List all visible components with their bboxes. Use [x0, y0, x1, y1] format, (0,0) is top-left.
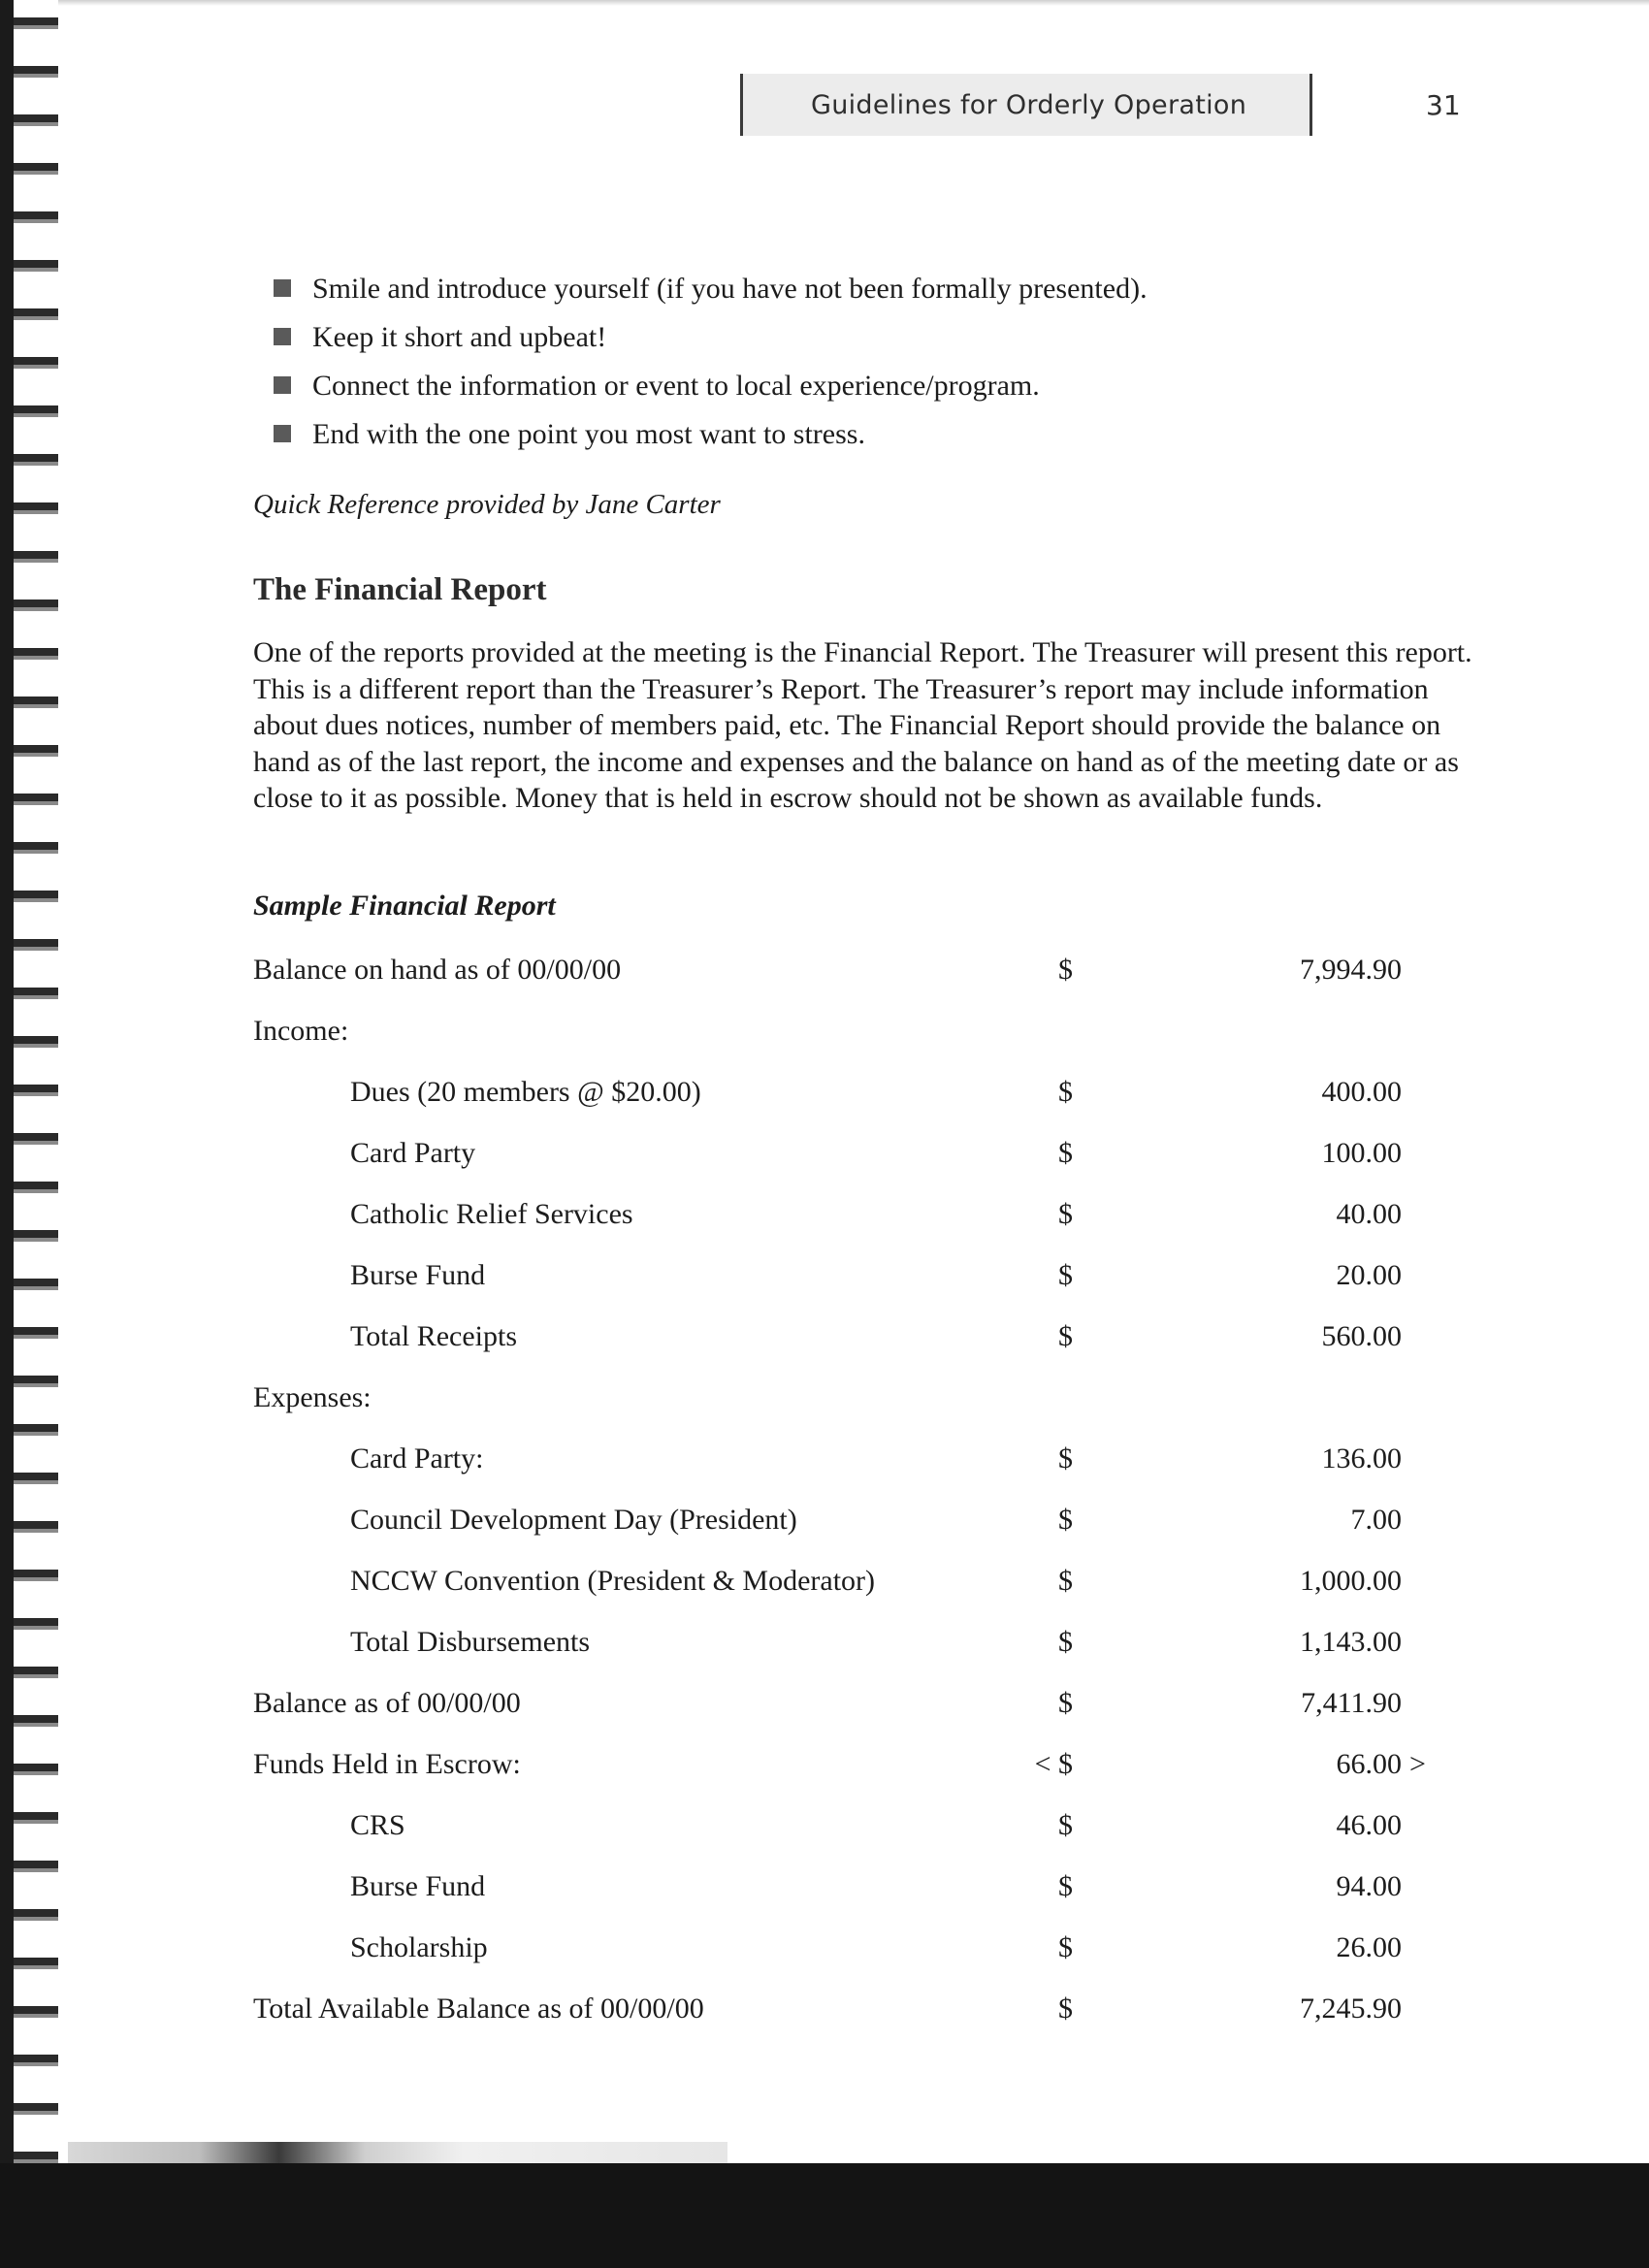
- report-row-amount: 66.00: [1336, 1748, 1402, 1780]
- report-row-label: CRS: [350, 1809, 405, 1841]
- report-row: [253, 1129, 1402, 1190]
- report-row-currency: < $: [1034, 1748, 1073, 1780]
- report-row-currency: $: [1058, 1870, 1073, 1902]
- report-row-currency: $: [1058, 1687, 1073, 1719]
- sample-report-title: Sample Financial Report: [253, 890, 556, 922]
- tips-list: [274, 267, 1148, 461]
- report-row-currency: $: [1058, 1504, 1073, 1536]
- report-row-amount: 560.00: [1321, 1320, 1402, 1352]
- list-item-text: Smile and introduce yourself (if you have not been formally presented).: [312, 273, 1148, 305]
- report-row-label: Burse Fund: [350, 1870, 486, 1902]
- report-row: [253, 1679, 1402, 1740]
- report-row: [253, 946, 1402, 1007]
- report-row-amount: 40.00: [1336, 1198, 1402, 1230]
- report-row-currency: $: [1058, 1442, 1073, 1474]
- report-row-label: Catholic Relief Services: [350, 1198, 633, 1230]
- report-row: [253, 1863, 1402, 1924]
- report-row-amount: 26.00: [1336, 1931, 1402, 1963]
- scan-background: [0, 2163, 1649, 2268]
- report-row: [253, 1068, 1402, 1129]
- report-row-amount: 94.00: [1336, 1870, 1402, 1902]
- report-row-label: Card Party:: [350, 1442, 484, 1474]
- report-row: [253, 1801, 1402, 1863]
- report-row: [253, 1557, 1402, 1618]
- report-row-amount: 7,411.90: [1301, 1687, 1402, 1719]
- report-row-amount: 1,000.00: [1300, 1565, 1402, 1597]
- report-row-amount: 46.00: [1336, 1809, 1402, 1841]
- report-row-amount: 7,245.90: [1300, 1993, 1402, 2025]
- square-bullet-icon: [274, 279, 291, 297]
- report-row: [253, 1496, 1402, 1557]
- list-item-text: Connect the information or event to local experience/program.: [312, 370, 1040, 402]
- report-row-label: Council Development Day (President): [350, 1504, 797, 1536]
- report-row: [253, 1251, 1402, 1312]
- report-row: [253, 1007, 1223, 1068]
- page-top-edge: [58, 0, 1649, 6]
- report-row-label: Funds Held in Escrow:: [253, 1748, 521, 1780]
- report-row-amount: 20.00: [1336, 1259, 1402, 1291]
- running-header: [740, 74, 1312, 136]
- report-row-currency: $: [1058, 1931, 1073, 1963]
- report-row-currency: $: [1058, 1626, 1073, 1658]
- report-row-label: Total Disbursements: [350, 1626, 591, 1658]
- report-row-label: NCCW Convention (President & Moderator): [350, 1565, 876, 1597]
- report-row-label: Income:: [253, 1015, 349, 1047]
- report-row-suffix: >: [1409, 1748, 1426, 1780]
- report-row-label: Card Party: [350, 1137, 476, 1169]
- quick-reference-credit: Quick Reference provided by Jane Carter: [253, 489, 721, 520]
- report-row: [253, 1190, 1402, 1251]
- list-item: [274, 364, 1148, 412]
- report-row-label: Scholarship: [350, 1931, 488, 1963]
- report-row-currency: $: [1058, 1259, 1073, 1291]
- report-row-currency: $: [1058, 1076, 1073, 1108]
- report-row-currency: $: [1058, 1198, 1073, 1230]
- report-row: [253, 1618, 1402, 1679]
- page-number: 31: [1426, 89, 1461, 121]
- report-row-label: Total Receipts: [350, 1320, 518, 1352]
- report-row-currency: $: [1058, 1137, 1073, 1169]
- list-item: [274, 267, 1148, 315]
- section-heading: The Financial Report: [253, 572, 547, 607]
- report-row-amount: 7,994.90: [1300, 954, 1402, 986]
- square-bullet-icon: [274, 376, 291, 394]
- report-row: [253, 1924, 1402, 1985]
- report-row-amount: 400.00: [1321, 1076, 1402, 1108]
- report-row-label: Dues (20 members @ $20.00): [350, 1076, 701, 1108]
- report-row-amount: 136.00: [1321, 1442, 1402, 1474]
- report-row: [253, 1374, 1223, 1435]
- report-row-currency: $: [1058, 954, 1073, 986]
- report-row-amount: 100.00: [1321, 1137, 1402, 1169]
- list-item: [274, 315, 1148, 364]
- running-header-title: Guidelines for Orderly Operation: [811, 89, 1247, 120]
- list-item: [274, 412, 1148, 461]
- report-row-label: Balance on hand as of 00/00/00: [253, 954, 622, 986]
- report-row-label: Expenses:: [253, 1381, 372, 1413]
- report-row-currency: $: [1058, 1809, 1073, 1841]
- section-paragraph: One of the reports provided at the meeting is the Financial Report. The Treasurer will present this report. This is a different report than the Treasurer’s Report. The Treasurer’s report may include information about dues notices, number of members paid, etc. The Financial Report should provide the balance on hand as of the last report, the income and expenses and the balance on hand as of the meeting date or as close to it as possible. Money that is held in escrow should not be shown as available funds.: [253, 636, 1472, 814]
- report-row-label: Burse Fund: [350, 1259, 486, 1291]
- binding-edge: [0, 0, 14, 2163]
- report-row: [253, 1312, 1402, 1374]
- square-bullet-icon: [274, 425, 291, 442]
- list-item-text: Keep it short and upbeat!: [312, 321, 607, 353]
- list-item-text: End with the one point you most want to stress.: [312, 418, 865, 450]
- financial-report-table: [253, 946, 1426, 2046]
- report-row: [253, 1985, 1402, 2046]
- report-row: [253, 1435, 1402, 1496]
- report-row-amount: 1,143.00: [1300, 1626, 1402, 1658]
- report-row-currency: $: [1058, 1320, 1073, 1352]
- report-row: [253, 1740, 1426, 1801]
- report-row-amount: 7.00: [1350, 1504, 1402, 1536]
- report-row-label: Balance as of 00/00/00: [253, 1687, 521, 1719]
- report-row-currency: $: [1058, 1993, 1073, 2025]
- report-row-label: Total Available Balance as of 00/00/00: [253, 1993, 704, 2025]
- report-row-currency: $: [1058, 1565, 1073, 1597]
- square-bullet-icon: [274, 328, 291, 345]
